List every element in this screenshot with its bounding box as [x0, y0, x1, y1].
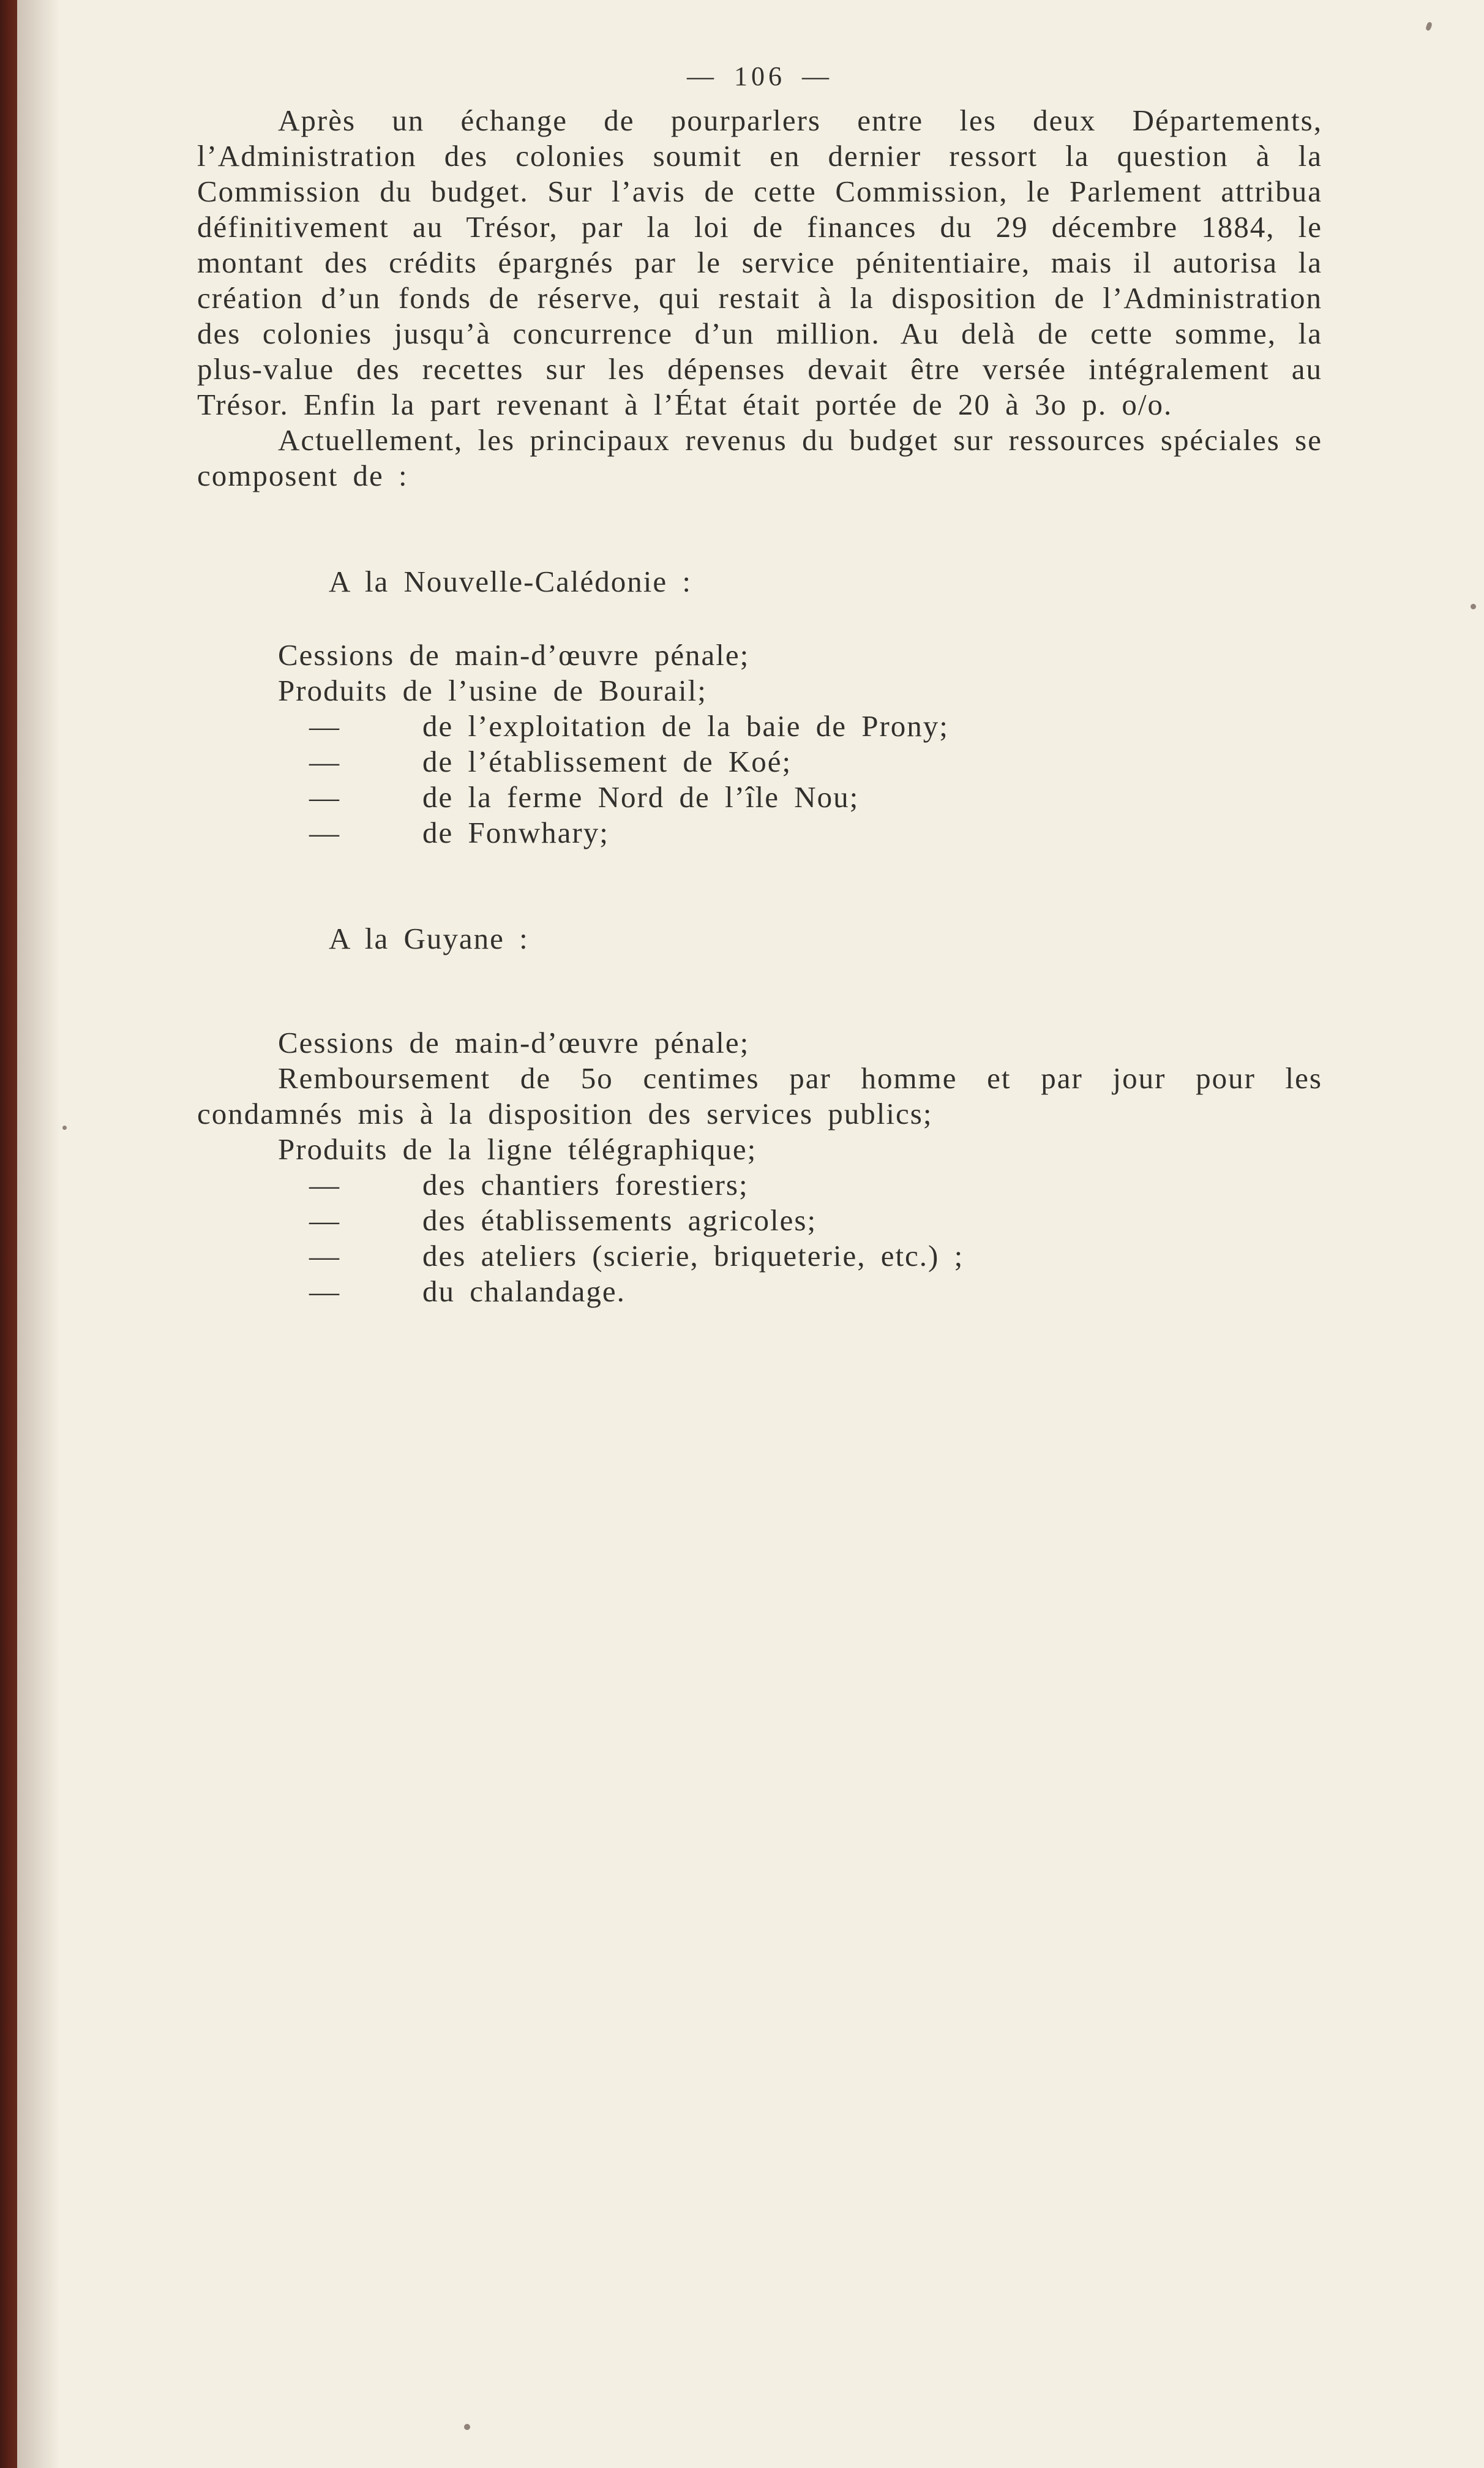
item-text: des établissements agricoles; [422, 1203, 817, 1237]
page-number: — 106 — [687, 61, 833, 91]
list-item [197, 815, 1322, 851]
list-item [197, 1274, 1322, 1309]
item-dash-marker: — [309, 780, 340, 814]
book-binding-edge [0, 0, 17, 2468]
item-list-nouvelle-caledonie [197, 638, 1322, 851]
list-item: Remboursement de 5o centimes par homme et par jour pour les condamnés mis à la disposition des services publics; [197, 1061, 1322, 1131]
item-text: de la ferme Nord de l’île Nou; [422, 780, 860, 814]
item-text: de l’établissement de Koé; [422, 745, 792, 778]
item-dash-marker: — [309, 709, 340, 743]
item-dash-marker: — [309, 745, 340, 778]
page-content [197, 59, 1322, 1309]
scan-artifact [464, 2424, 470, 2430]
list-item: Cessions de main-d’œuvre pénale; [278, 1026, 750, 1059]
list-item [197, 780, 1322, 815]
scan-artifact [1471, 604, 1476, 609]
item-text: de Fonwhary; [422, 816, 609, 849]
section-heading-nouvelle-caledonie: A la Nouvelle-Calédonie : [329, 565, 692, 598]
section-heading-guyane: A la Guyane : [329, 922, 529, 955]
paragraph-budget-history: Après un échange de pourparlers entre les deux Départements, l’Administration des colonies soumit en dernier ressort la question à la Commission du budget. Sur l’avis de cette Commission, le Parlement attribua définitivement au Trésor, par la loi de finances du 29 décembre 1884, le montant des crédits épargnés par le service pénitentiaire, mais il autorisa la création d’un fonds de réserve, qui restait à la disposition de l’Administration des colonies jusqu’à concurrence d’un million. Au delà de cette somme, la plus-value des recettes sur les dépenses devait être versée intégralement au Trésor. Enfin la part revenant à l’État était portée de 20 à 3o p. o/o. [197, 103, 1322, 421]
paragraph-revenues-intro: Actuellement, les principaux revenus du budget sur ressources spéciales se composent de : [197, 423, 1322, 492]
list-item [197, 744, 1322, 780]
list-item: Produits de l’usine de Bourail; [278, 674, 707, 707]
list-item: Produits de la ligne télégraphique; [278, 1132, 757, 1166]
item-text: des chantiers forestiers; [422, 1168, 749, 1202]
section-nouvelle-caledonie [197, 564, 1322, 851]
list-item [197, 1167, 1322, 1203]
item-text: des ateliers (scierie, briqueterie, etc.) ; [422, 1239, 964, 1273]
item-text: de l’exploitation de la baie de Prony; [422, 709, 949, 743]
item-dash-marker: — [309, 1168, 340, 1202]
list-item [197, 1203, 1322, 1238]
item-dash-marker: — [309, 816, 340, 849]
scan-artifact [1425, 21, 1433, 31]
book-binding-shadow [17, 0, 60, 2468]
list-item [197, 709, 1322, 744]
item-dash-marker: — [309, 1239, 340, 1273]
list-item: Cessions de main-d’œuvre pénale; [278, 638, 750, 672]
list-item [197, 1238, 1322, 1274]
section-guyane [197, 921, 1322, 1309]
item-text: du chalandage. [422, 1274, 626, 1308]
item-dash-marker: — [309, 1274, 340, 1308]
scan-artifact [62, 1126, 67, 1130]
item-dash-marker: — [309, 1203, 340, 1237]
item-list-guyane [197, 1025, 1322, 1309]
